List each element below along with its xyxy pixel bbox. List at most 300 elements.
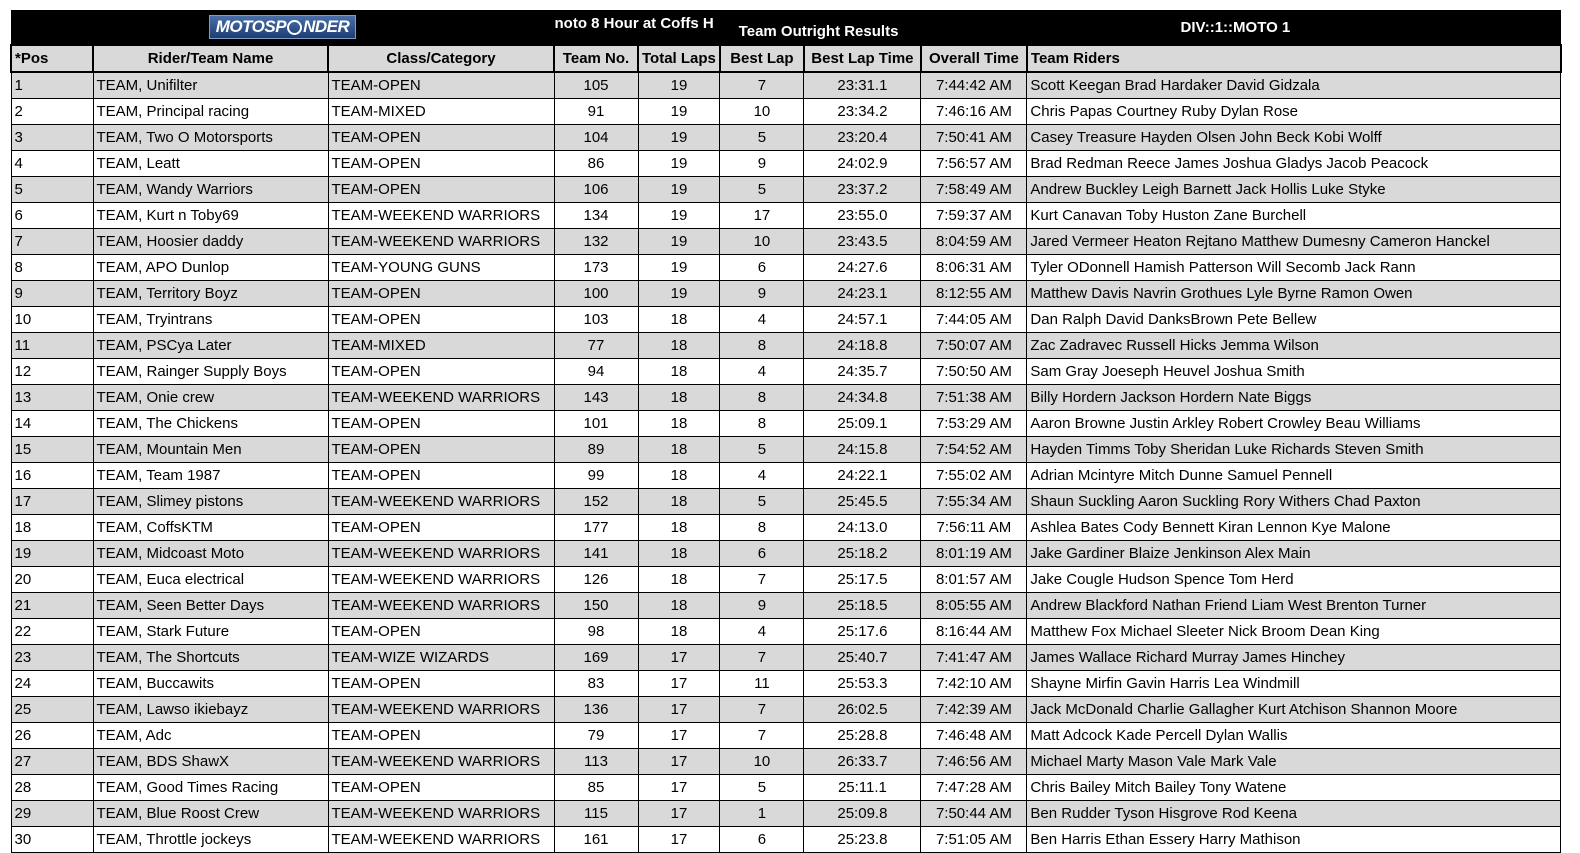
- col-best-lap-time[interactable]: Best Lap Time: [804, 45, 921, 72]
- pos-cell: 18: [11, 515, 93, 541]
- total-laps-cell: 17: [638, 749, 720, 775]
- col-team-riders[interactable]: Team Riders: [1027, 45, 1561, 72]
- table-row[interactable]: [11, 177, 1561, 203]
- team-name-cell: TEAM, Throttle jockeys: [93, 827, 328, 853]
- best-lap-time-cell: 24:57.1: [804, 307, 921, 333]
- best-lap-time-cell: 25:53.3: [804, 671, 921, 697]
- best-lap-cell: 4: [720, 359, 804, 385]
- best-lap-cell: 10: [720, 99, 804, 125]
- team-name-cell: TEAM, Leatt: [93, 151, 328, 177]
- best-lap-cell: 17: [720, 203, 804, 229]
- total-laps-cell: 17: [638, 671, 720, 697]
- best-lap-time-cell: 25:11.1: [804, 775, 921, 801]
- best-lap-time-cell: 24:23.1: [804, 281, 921, 307]
- class-cell: TEAM-OPEN: [328, 177, 554, 203]
- class-cell: TEAM-MIXED: [328, 99, 554, 125]
- report-title: Team Outright Results: [738, 23, 899, 40]
- team-no-cell: 83: [554, 671, 638, 697]
- table-row[interactable]: [11, 827, 1561, 853]
- team-no-cell: 79: [554, 723, 638, 749]
- total-laps-cell: 17: [638, 723, 720, 749]
- team-riders-cell: Zac Zadravec Russell Hicks Jemma Wilson: [1027, 333, 1561, 359]
- pos-cell: 23: [11, 645, 93, 671]
- best-lap-cell: 4: [720, 307, 804, 333]
- class-cell: TEAM-OPEN: [328, 671, 554, 697]
- best-lap-time-cell: 24:34.8: [804, 385, 921, 411]
- best-lap-time-cell: 24:15.8: [804, 437, 921, 463]
- team-riders-cell: Ashlea Bates Cody Bennett Kiran Lennon Kye Malone: [1027, 515, 1561, 541]
- class-cell: TEAM-OPEN: [328, 281, 554, 307]
- best-lap-time-cell: 23:37.2: [804, 177, 921, 203]
- team-riders-cell: Matthew Fox Michael Sleeter Nick Broom Dean King: [1027, 619, 1561, 645]
- total-laps-cell: 17: [638, 697, 720, 723]
- team-no-cell: 113: [554, 749, 638, 775]
- total-laps-cell: 19: [638, 125, 720, 151]
- total-laps-cell: 19: [638, 72, 720, 99]
- team-riders-cell: Adrian Mcintyre Mitch Dunne Samuel Pennell: [1027, 463, 1561, 489]
- pos-cell: 10: [11, 307, 93, 333]
- table-row[interactable]: [11, 437, 1561, 463]
- pos-cell: 3: [11, 125, 93, 151]
- team-no-cell: 115: [554, 801, 638, 827]
- table-row[interactable]: [11, 307, 1561, 333]
- best-lap-time-cell: 23:43.5: [804, 229, 921, 255]
- team-riders-cell: James Wallace Richard Murray James Hinchey: [1027, 645, 1561, 671]
- table-row[interactable]: [11, 489, 1561, 515]
- team-riders-cell: Jared Vermeer Heaton Rejtano Matthew Dumesny Cameron Hanckel: [1027, 229, 1561, 255]
- table-row[interactable]: [11, 801, 1561, 827]
- best-lap-cell: 9: [720, 151, 804, 177]
- total-laps-cell: 19: [638, 255, 720, 281]
- class-cell: TEAM-WEEKEND WARRIORS: [328, 489, 554, 515]
- table-row[interactable]: [11, 671, 1561, 697]
- class-cell: TEAM-OPEN: [328, 723, 554, 749]
- team-name-cell: TEAM, The Chickens: [93, 411, 328, 437]
- team-no-cell: 143: [554, 385, 638, 411]
- col-overall-time[interactable]: Overall Time: [921, 45, 1027, 72]
- best-lap-time-cell: 24:18.8: [804, 333, 921, 359]
- total-laps-cell: 19: [638, 229, 720, 255]
- table-row[interactable]: [11, 333, 1561, 359]
- team-riders-cell: Sam Gray Joeseph Heuvel Joshua Smith: [1027, 359, 1561, 385]
- team-no-cell: 98: [554, 619, 638, 645]
- pos-cell: 22: [11, 619, 93, 645]
- pos-cell: 9: [11, 281, 93, 307]
- best-lap-time-cell: 25:17.5: [804, 567, 921, 593]
- results-table: [10, 10, 1562, 853]
- team-name-cell: TEAM, Two O Motorsports: [93, 125, 328, 151]
- best-lap-cell: 7: [720, 697, 804, 723]
- team-no-cell: 169: [554, 645, 638, 671]
- class-cell: TEAM-WEEKEND WARRIORS: [328, 229, 554, 255]
- overall-time-cell: 8:12:55 AM: [921, 281, 1027, 307]
- team-no-cell: 103: [554, 307, 638, 333]
- best-lap-time-cell: 25:09.1: [804, 411, 921, 437]
- best-lap-cell: 5: [720, 489, 804, 515]
- best-lap-cell: 10: [720, 229, 804, 255]
- best-lap-time-cell: 26:02.5: [804, 697, 921, 723]
- pos-cell: 17: [11, 489, 93, 515]
- team-name-cell: TEAM, APO Dunlop: [93, 255, 328, 281]
- total-laps-cell: 18: [638, 515, 720, 541]
- pos-cell: 20: [11, 567, 93, 593]
- class-cell: TEAM-MIXED: [328, 333, 554, 359]
- table-row[interactable]: [11, 229, 1561, 255]
- class-cell: TEAM-OPEN: [328, 463, 554, 489]
- team-no-cell: 134: [554, 203, 638, 229]
- overall-time-cell: 8:04:59 AM: [921, 229, 1027, 255]
- team-no-cell: 77: [554, 333, 638, 359]
- table-row[interactable]: [11, 567, 1561, 593]
- team-riders-cell: Matt Adcock Kade Percell Dylan Wallis: [1027, 723, 1561, 749]
- table-row[interactable]: [11, 463, 1561, 489]
- best-lap-cell: 10: [720, 749, 804, 775]
- pos-cell: 21: [11, 593, 93, 619]
- total-laps-cell: 18: [638, 489, 720, 515]
- pos-cell: 6: [11, 203, 93, 229]
- pos-cell: 28: [11, 775, 93, 801]
- col-total-laps[interactable]: Total Laps: [638, 45, 720, 72]
- team-no-cell: 104: [554, 125, 638, 151]
- best-lap-time-cell: 25:18.2: [804, 541, 921, 567]
- pos-cell: 19: [11, 541, 93, 567]
- table-row[interactable]: [11, 749, 1561, 775]
- total-laps-cell: 19: [638, 281, 720, 307]
- class-cell: TEAM-WEEKEND WARRIORS: [328, 749, 554, 775]
- class-cell: TEAM-WEEKEND WARRIORS: [328, 827, 554, 853]
- pos-cell: 15: [11, 437, 93, 463]
- best-lap-cell: 8: [720, 411, 804, 437]
- overall-time-cell: 7:51:38 AM: [921, 385, 1027, 411]
- team-no-cell: 150: [554, 593, 638, 619]
- pos-cell: 12: [11, 359, 93, 385]
- overall-time-cell: 8:01:19 AM: [921, 541, 1027, 567]
- best-lap-time-cell: 25:18.5: [804, 593, 921, 619]
- team-no-cell: 173: [554, 255, 638, 281]
- pos-cell: 16: [11, 463, 93, 489]
- overall-time-cell: 7:46:48 AM: [921, 723, 1027, 749]
- table-row[interactable]: [11, 151, 1561, 177]
- team-riders-cell: Andrew Blackford Nathan Friend Liam West Brenton Turner: [1027, 593, 1561, 619]
- class-cell: TEAM-WEEKEND WARRIORS: [328, 567, 554, 593]
- best-lap-cell: 7: [720, 645, 804, 671]
- table-row[interactable]: [11, 619, 1561, 645]
- best-lap-cell: 8: [720, 515, 804, 541]
- total-laps-cell: 19: [638, 151, 720, 177]
- class-cell: TEAM-OPEN: [328, 359, 554, 385]
- overall-time-cell: 7:55:34 AM: [921, 489, 1027, 515]
- team-name-cell: TEAM, Team 1987: [93, 463, 328, 489]
- team-no-cell: 152: [554, 489, 638, 515]
- results-sheet: [10, 10, 1562, 853]
- pos-cell: 8: [11, 255, 93, 281]
- team-no-cell: 106: [554, 177, 638, 203]
- total-laps-cell: 18: [638, 567, 720, 593]
- pos-cell: 30: [11, 827, 93, 853]
- class-cell: TEAM-OPEN: [328, 151, 554, 177]
- table-row[interactable]: [11, 125, 1561, 151]
- total-laps-cell: 18: [638, 463, 720, 489]
- class-cell: TEAM-OPEN: [328, 411, 554, 437]
- class-cell: TEAM-OPEN: [328, 307, 554, 333]
- team-no-cell: 136: [554, 697, 638, 723]
- best-lap-time-cell: 25:40.7: [804, 645, 921, 671]
- best-lap-time-cell: 25:45.5: [804, 489, 921, 515]
- team-riders-cell: Andrew Buckley Leigh Barnett Jack Hollis Luke Styke: [1027, 177, 1561, 203]
- total-laps-cell: 18: [638, 437, 720, 463]
- class-cell: TEAM-WEEKEND WARRIORS: [328, 541, 554, 567]
- team-no-cell: 94: [554, 359, 638, 385]
- class-cell: TEAM-OPEN: [328, 515, 554, 541]
- class-cell: TEAM-OPEN: [328, 437, 554, 463]
- best-lap-cell: 6: [720, 827, 804, 853]
- team-name-cell: TEAM, Midcoast Moto: [93, 541, 328, 567]
- table-row[interactable]: [11, 72, 1561, 99]
- team-name-cell: TEAM, Euca electrical: [93, 567, 328, 593]
- table-row[interactable]: [11, 541, 1561, 567]
- table-row[interactable]: [11, 99, 1561, 125]
- table-row[interactable]: [11, 645, 1561, 671]
- col-pos[interactable]: *Pos: [11, 45, 93, 72]
- team-name-cell: TEAM, CoffsKTM: [93, 515, 328, 541]
- team-no-cell: 105: [554, 72, 638, 99]
- team-no-cell: 99: [554, 463, 638, 489]
- overall-time-cell: 8:05:55 AM: [921, 593, 1027, 619]
- team-name-cell: TEAM, Rainger Supply Boys: [93, 359, 328, 385]
- class-cell: TEAM-WIZE WIZARDS: [328, 645, 554, 671]
- class-cell: TEAM-WEEKEND WARRIORS: [328, 593, 554, 619]
- event-name: noto 8 Hour at Coffs H: [554, 15, 714, 32]
- total-laps-cell: 18: [638, 359, 720, 385]
- pos-cell: 27: [11, 749, 93, 775]
- class-cell: TEAM-OPEN: [328, 775, 554, 801]
- team-riders-cell: Billy Hordern Jackson Hordern Nate Biggs: [1027, 385, 1561, 411]
- class-cell: TEAM-YOUNG GUNS: [328, 255, 554, 281]
- table-row[interactable]: [11, 515, 1561, 541]
- team-name-cell: TEAM, Onie crew: [93, 385, 328, 411]
- total-laps-cell: 19: [638, 99, 720, 125]
- best-lap-cell: 4: [720, 619, 804, 645]
- team-riders-cell: Matthew Davis Navrin Grothues Lyle Byrne Ramon Owen: [1027, 281, 1561, 307]
- overall-time-cell: 7:54:52 AM: [921, 437, 1027, 463]
- team-riders-cell: Shayne Mirfin Gavin Harris Lea Windmill: [1027, 671, 1561, 697]
- best-lap-cell: 5: [720, 437, 804, 463]
- team-riders-cell: Michael Marty Mason Vale Mark Vale: [1027, 749, 1561, 775]
- table-row[interactable]: [11, 255, 1561, 281]
- team-name-cell: TEAM, Territory Boyz: [93, 281, 328, 307]
- total-laps-cell: 19: [638, 203, 720, 229]
- best-lap-cell: 6: [720, 255, 804, 281]
- overall-time-cell: 7:42:10 AM: [921, 671, 1027, 697]
- best-lap-cell: 8: [720, 385, 804, 411]
- team-no-cell: 100: [554, 281, 638, 307]
- team-no-cell: 126: [554, 567, 638, 593]
- table-row[interactable]: [11, 281, 1561, 307]
- pos-cell: 4: [11, 151, 93, 177]
- team-riders-cell: Brad Redman Reece James Joshua Gladys Jacob Peacock: [1027, 151, 1561, 177]
- best-lap-cell: 8: [720, 333, 804, 359]
- team-riders-cell: Scott Keegan Brad Hardaker David Gidzala: [1027, 72, 1561, 99]
- team-name-cell: TEAM, Tryintrans: [93, 307, 328, 333]
- pos-cell: 24: [11, 671, 93, 697]
- best-lap-time-cell: 24:35.7: [804, 359, 921, 385]
- col-best-lap[interactable]: Best Lap: [720, 45, 804, 72]
- table-row[interactable]: [11, 203, 1561, 229]
- overall-time-cell: 7:58:49 AM: [921, 177, 1027, 203]
- pos-cell: 2: [11, 99, 93, 125]
- table-row[interactable]: [11, 411, 1561, 437]
- overall-time-cell: 7:56:11 AM: [921, 515, 1027, 541]
- team-name-cell: TEAM, The Shortcuts: [93, 645, 328, 671]
- total-laps-cell: 17: [638, 645, 720, 671]
- table-row[interactable]: [11, 775, 1561, 801]
- column-header-row: [11, 45, 1561, 72]
- overall-time-cell: 7:55:02 AM: [921, 463, 1027, 489]
- overall-time-cell: 7:47:28 AM: [921, 775, 1027, 801]
- overall-time-cell: 7:44:05 AM: [921, 307, 1027, 333]
- overall-time-cell: 7:56:57 AM: [921, 151, 1027, 177]
- best-lap-time-cell: 24:02.9: [804, 151, 921, 177]
- table-row[interactable]: [11, 385, 1561, 411]
- best-lap-time-cell: 26:33.7: [804, 749, 921, 775]
- team-name-cell: TEAM, Adc: [93, 723, 328, 749]
- best-lap-cell: 7: [720, 72, 804, 99]
- pos-cell: 29: [11, 801, 93, 827]
- best-lap-cell: 5: [720, 177, 804, 203]
- class-cell: TEAM-OPEN: [328, 125, 554, 151]
- team-riders-cell: Ben Rudder Tyson Hisgrove Rod Keena: [1027, 801, 1561, 827]
- pos-cell: 14: [11, 411, 93, 437]
- best-lap-time-cell: 25:17.6: [804, 619, 921, 645]
- best-lap-cell: 9: [720, 593, 804, 619]
- overall-time-cell: 7:50:44 AM: [921, 801, 1027, 827]
- team-name-cell: TEAM, Blue Roost Crew: [93, 801, 328, 827]
- overall-time-cell: 7:50:07 AM: [921, 333, 1027, 359]
- logo-o-icon: [287, 20, 302, 35]
- division-label: DIV::1::MOTO 1: [1027, 11, 1561, 46]
- class-cell: TEAM-WEEKEND WARRIORS: [328, 385, 554, 411]
- logo-cell: [11, 11, 554, 46]
- total-laps-cell: 18: [638, 333, 720, 359]
- best-lap-time-cell: 25:09.8: [804, 801, 921, 827]
- team-no-cell: 101: [554, 411, 638, 437]
- team-name-cell: TEAM, Hoosier daddy: [93, 229, 328, 255]
- pos-cell: 25: [11, 697, 93, 723]
- team-name-cell: TEAM, Lawso ikiebayz: [93, 697, 328, 723]
- team-no-cell: 161: [554, 827, 638, 853]
- total-laps-cell: 18: [638, 385, 720, 411]
- team-no-cell: 86: [554, 151, 638, 177]
- team-riders-cell: Aaron Browne Justin Arkley Robert Crowley Beau Williams: [1027, 411, 1561, 437]
- col-class[interactable]: Class/Category: [328, 45, 554, 72]
- overall-time-cell: 7:46:56 AM: [921, 749, 1027, 775]
- team-name-cell: TEAM, Mountain Men: [93, 437, 328, 463]
- best-lap-time-cell: 23:31.1: [804, 72, 921, 99]
- overall-time-cell: 8:01:57 AM: [921, 567, 1027, 593]
- team-name-cell: TEAM, Unifilter: [93, 72, 328, 99]
- best-lap-time-cell: 24:22.1: [804, 463, 921, 489]
- total-laps-cell: 18: [638, 307, 720, 333]
- team-no-cell: 132: [554, 229, 638, 255]
- best-lap-time-cell: 23:34.2: [804, 99, 921, 125]
- team-riders-cell: Shaun Suckling Aaron Suckling Rory Withers Chad Paxton: [1027, 489, 1561, 515]
- pos-cell: 26: [11, 723, 93, 749]
- total-laps-cell: 17: [638, 775, 720, 801]
- team-riders-cell: Chris Papas Courtney Ruby Dylan Rose: [1027, 99, 1561, 125]
- team-riders-cell: Kurt Canavan Toby Huston Zane Burchell: [1027, 203, 1561, 229]
- team-name-cell: TEAM, Kurt n Toby69: [93, 203, 328, 229]
- overall-time-cell: 7:50:50 AM: [921, 359, 1027, 385]
- class-cell: TEAM-WEEKEND WARRIORS: [328, 203, 554, 229]
- best-lap-cell: 7: [720, 567, 804, 593]
- best-lap-cell: 6: [720, 541, 804, 567]
- total-laps-cell: 17: [638, 827, 720, 853]
- class-cell: TEAM-OPEN: [328, 72, 554, 99]
- overall-time-cell: 8:16:44 AM: [921, 619, 1027, 645]
- team-name-cell: TEAM, Good Times Racing: [93, 775, 328, 801]
- team-no-cell: 91: [554, 99, 638, 125]
- total-laps-cell: 18: [638, 411, 720, 437]
- overall-time-cell: 7:51:05 AM: [921, 827, 1027, 853]
- class-cell: TEAM-WEEKEND WARRIORS: [328, 801, 554, 827]
- col-team-name[interactable]: Rider/Team Name: [93, 45, 328, 72]
- team-riders-cell: Tyler ODonnell Hamish Patterson Will Secomb Jack Rann: [1027, 255, 1561, 281]
- total-laps-cell: 19: [638, 177, 720, 203]
- team-riders-cell: Casey Treasure Hayden Olsen John Beck Kobi Wolff: [1027, 125, 1561, 151]
- pos-cell: 7: [11, 229, 93, 255]
- team-no-cell: 89: [554, 437, 638, 463]
- best-lap-cell: 5: [720, 125, 804, 151]
- team-riders-cell: Ben Harris Ethan Essery Harry Mathison: [1027, 827, 1561, 853]
- team-name-cell: TEAM, PSCya Later: [93, 333, 328, 359]
- pos-cell: 5: [11, 177, 93, 203]
- team-name-cell: TEAM, Stark Future: [93, 619, 328, 645]
- best-lap-time-cell: 24:13.0: [804, 515, 921, 541]
- overall-time-cell: 7:46:16 AM: [921, 99, 1027, 125]
- team-riders-cell: Dan Ralph David DanksBrown Pete Bellew: [1027, 307, 1561, 333]
- team-name-cell: TEAM, Principal racing: [93, 99, 328, 125]
- team-no-cell: 141: [554, 541, 638, 567]
- overall-time-cell: 7:42:39 AM: [921, 697, 1027, 723]
- total-laps-cell: 17: [638, 801, 720, 827]
- table-row[interactable]: [11, 359, 1561, 385]
- col-team-no[interactable]: Team No.: [554, 45, 638, 72]
- motosponder-logo: MOTOSP NDER: [209, 15, 357, 39]
- event-title-cell: [554, 11, 1027, 46]
- table-row[interactable]: [11, 697, 1561, 723]
- title-row: [11, 11, 1561, 46]
- team-riders-cell: Hayden Timms Toby Sheridan Luke Richards Steven Smith: [1027, 437, 1561, 463]
- overall-time-cell: 7:53:29 AM: [921, 411, 1027, 437]
- team-riders-cell: Jake Gardiner Blaize Jenkinson Alex Main: [1027, 541, 1561, 567]
- team-name-cell: TEAM, Buccawits: [93, 671, 328, 697]
- overall-time-cell: 7:41:47 AM: [921, 645, 1027, 671]
- pos-cell: 1: [11, 72, 93, 99]
- best-lap-time-cell: 23:55.0: [804, 203, 921, 229]
- pos-cell: 11: [11, 333, 93, 359]
- team-riders-cell: Chris Bailey Mitch Bailey Tony Watene: [1027, 775, 1561, 801]
- team-riders-cell: Jack McDonald Charlie Gallagher Kurt Atchison Shannon Moore: [1027, 697, 1561, 723]
- table-row[interactable]: [11, 593, 1561, 619]
- total-laps-cell: 18: [638, 593, 720, 619]
- table-row[interactable]: [11, 723, 1561, 749]
- best-lap-cell: 4: [720, 463, 804, 489]
- team-name-cell: TEAM, BDS ShawX: [93, 749, 328, 775]
- team-name-cell: TEAM, Wandy Warriors: [93, 177, 328, 203]
- best-lap-cell: 7: [720, 723, 804, 749]
- best-lap-time-cell: 25:23.8: [804, 827, 921, 853]
- overall-time-cell: 8:06:31 AM: [921, 255, 1027, 281]
